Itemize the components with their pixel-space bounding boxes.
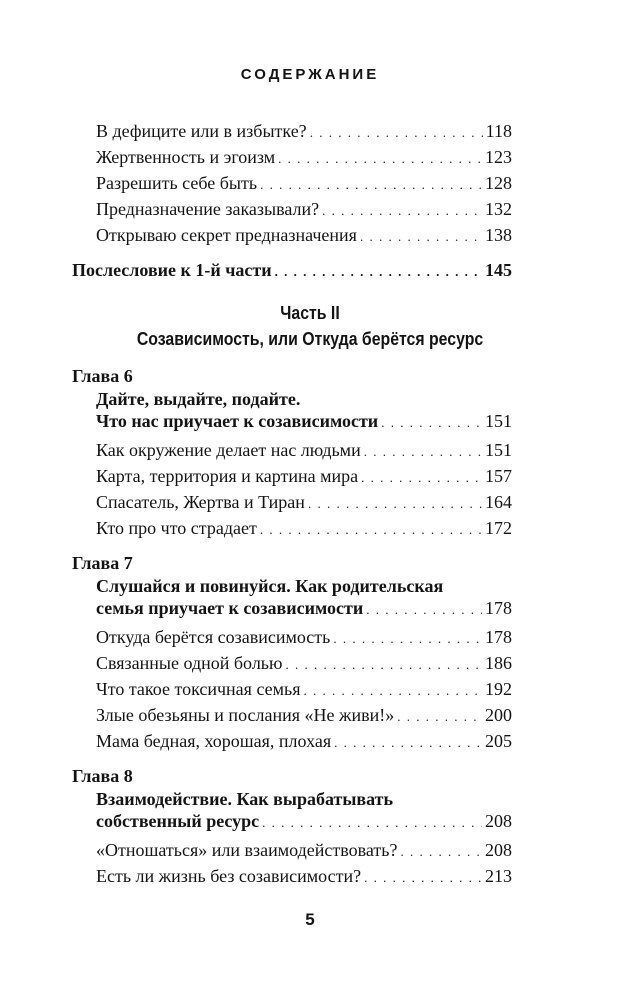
toc-entry-page: 132 [485,199,512,219]
toc-entry[interactable] [96,626,512,650]
toc-entry-title: Связанные одной болью [96,653,283,673]
dot-leader [278,148,482,170]
toc-afterword[interactable] [72,259,512,283]
toc-entry[interactable] [96,120,512,144]
toc-entry-page: 164 [485,492,512,512]
toc-entry-title: Как окружение делает нас людьми [96,440,361,460]
toc-entry-title: Спасатель, Жертва и Тиран [96,492,305,512]
chapter-label: Глава 6 [72,366,133,386]
toc-entry-page: 213 [485,866,512,886]
dot-leader [381,412,482,434]
toc-entry-title: Открываю секрет предназначения [96,225,357,245]
toc-entry-page: 145 [485,260,512,280]
page-number: 5 [305,910,315,929]
toc-entry-title: Что такое токсичная семья [96,679,301,699]
dot-leader [322,200,482,222]
chapter-title-line: семья приучает к созависимости [96,598,364,618]
toc-entry-page: 178 [485,627,512,647]
dot-leader [366,599,482,621]
toc-chapter-entry[interactable] [96,410,512,434]
toc-entry-title: Разрешить себе быть [96,173,258,193]
toc-entry-page: 172 [485,518,512,538]
toc-chapter-entry[interactable] [96,810,512,834]
toc-entry-page: 205 [485,731,512,751]
part-title: Созависимость, или Откуда берётся ресурс [136,329,484,349]
toc-entry-page: 123 [485,147,512,167]
dot-leader [364,441,482,463]
toc-entry[interactable] [96,678,512,702]
toc-entry-page: 186 [485,653,512,673]
toc-entry-page: 200 [485,705,512,725]
toc-entry-title: Злые обезьяны и послания «Не живи!» [96,705,395,725]
toc-entry[interactable] [96,465,512,489]
dot-leader [333,628,482,650]
chapter-title-line: Взаимодействие. Как вырабатывать [96,789,394,809]
dot-leader [360,226,482,248]
toc-entry[interactable] [96,172,512,196]
toc-entry-title: Мама бедная, хорошая, плохая [96,731,332,751]
chapter-title-line: Дайте, выдайте, подайте. [96,389,301,409]
dot-leader [334,732,482,754]
toc-entry[interactable] [96,839,512,863]
dot-leader [285,654,482,676]
dot-leader [275,261,482,283]
dot-leader [260,519,482,541]
toc-entry[interactable] [96,517,512,541]
toc-entry-title: Карта, территория и картина мира [96,466,359,486]
chapter-label: Глава 8 [72,766,133,786]
toc-entry-page: 118 [485,121,512,141]
toc-entry-title: В дефиците или в избытке? [96,121,307,141]
toc-entry-page: 157 [485,466,512,486]
toc-entry-title: Откуда берётся созависимость [96,627,331,647]
toc-chapter-entry[interactable] [96,597,512,621]
dot-leader [260,174,482,196]
toc-entry[interactable] [96,439,512,463]
toc-entry[interactable] [96,146,512,170]
toc-entry-page: 178 [485,598,512,618]
dot-leader [397,706,482,728]
dot-leader [262,812,482,834]
toc-entry[interactable] [96,865,512,889]
toc-entry-page: 151 [485,411,512,431]
chapter-title-line: Что нас приучает к созависимости [96,411,379,431]
toc-entry-page: 151 [485,440,512,460]
part-label: Часть II [280,303,340,323]
dot-leader [400,841,482,863]
toc-entry[interactable] [96,652,512,676]
toc-entry-title: Жертвенность и эгоизм [96,147,276,167]
toc-entry-title: Кто про что страдает [96,518,257,538]
dot-leader [364,867,482,889]
toc-entry-page: 192 [485,679,512,699]
toc-entry-page: 128 [485,173,512,193]
toc-entry-title: «Отношаться» или взаимодействовать? [96,840,398,860]
chapter-title-line: собственный ресурс [96,811,260,831]
toc-entry[interactable] [96,730,512,754]
running-header: СОДЕРЖАНИЕ [240,66,380,83]
chapter-label: Глава 7 [72,553,133,573]
toc-entry-page: 208 [485,811,512,831]
toc-entry-page: 138 [485,225,512,245]
dot-leader [304,680,482,702]
dot-leader [308,493,482,515]
toc-entry[interactable] [96,704,512,728]
toc-entry-title: Есть ли жизнь без созависимости? [96,866,362,886]
toc-entry-title: Послесловие к 1-й части [72,260,272,280]
dot-leader [310,122,483,144]
chapter-title-line: Слушайся и повинуйся. Как родительская [96,576,444,596]
toc-entry[interactable] [96,491,512,515]
toc-entry[interactable] [96,198,512,222]
toc-entry-title: Предназначение заказывали? [96,199,320,219]
toc-entry-page: 208 [485,840,512,860]
dot-leader [361,467,482,489]
toc-entry[interactable] [96,224,512,248]
